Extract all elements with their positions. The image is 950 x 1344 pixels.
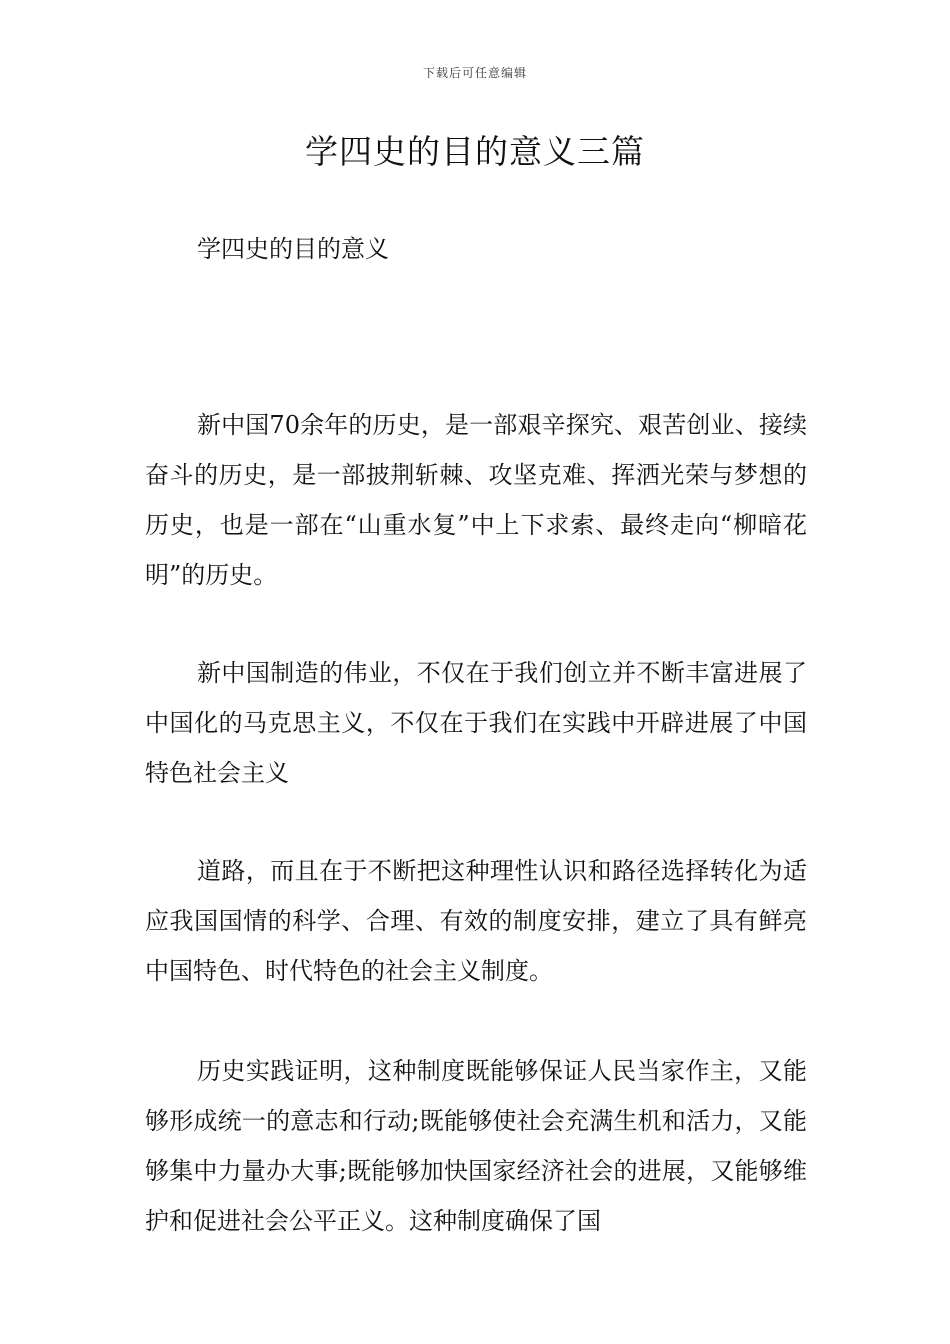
- document-title: 学四史的目的意义三篇: [305, 132, 645, 171]
- paragraph-4: 历史实践证明，这种制度既能够保证人民当家作主，又能够形成统一的意志和行动;既能够使社会充满生机和活力，又能够集中力量办大事;既能够加快国家经济社会的进展，又能够维护和促进社会公平正义。这种制度确保了国: [145, 1057, 807, 1235]
- paragraph-2: 新中国制造的伟业，不仅在于我们创立并不断丰富进展了中国化的马克思主义，不仅在于我们在实践中开辟进展了中国特色社会主义: [145, 659, 807, 787]
- paragraph-1: 新中国70余年的历史，是一部艰辛探究、艰苦创业、接续奋斗的历史，是一部披荆斩棘、攻坚克难、挥洒光荣与梦想的历史，也是一部在“山重水复”中上下求索、最终走向“柳暗花明”的历史。: [145, 411, 807, 589]
- paragraph-3: 道路，而且在于不断把这种理性认识和路径选择转化为适应我国国情的科学、合理、有效的制度安排，建立了具有鲜亮中国特色、时代特色的社会主义制度。: [145, 857, 807, 985]
- document-body: [145, 225, 807, 1246]
- section-subtitle: 学四史的目的意义: [197, 235, 389, 263]
- header-note: 下载后可任意编辑: [422, 66, 527, 80]
